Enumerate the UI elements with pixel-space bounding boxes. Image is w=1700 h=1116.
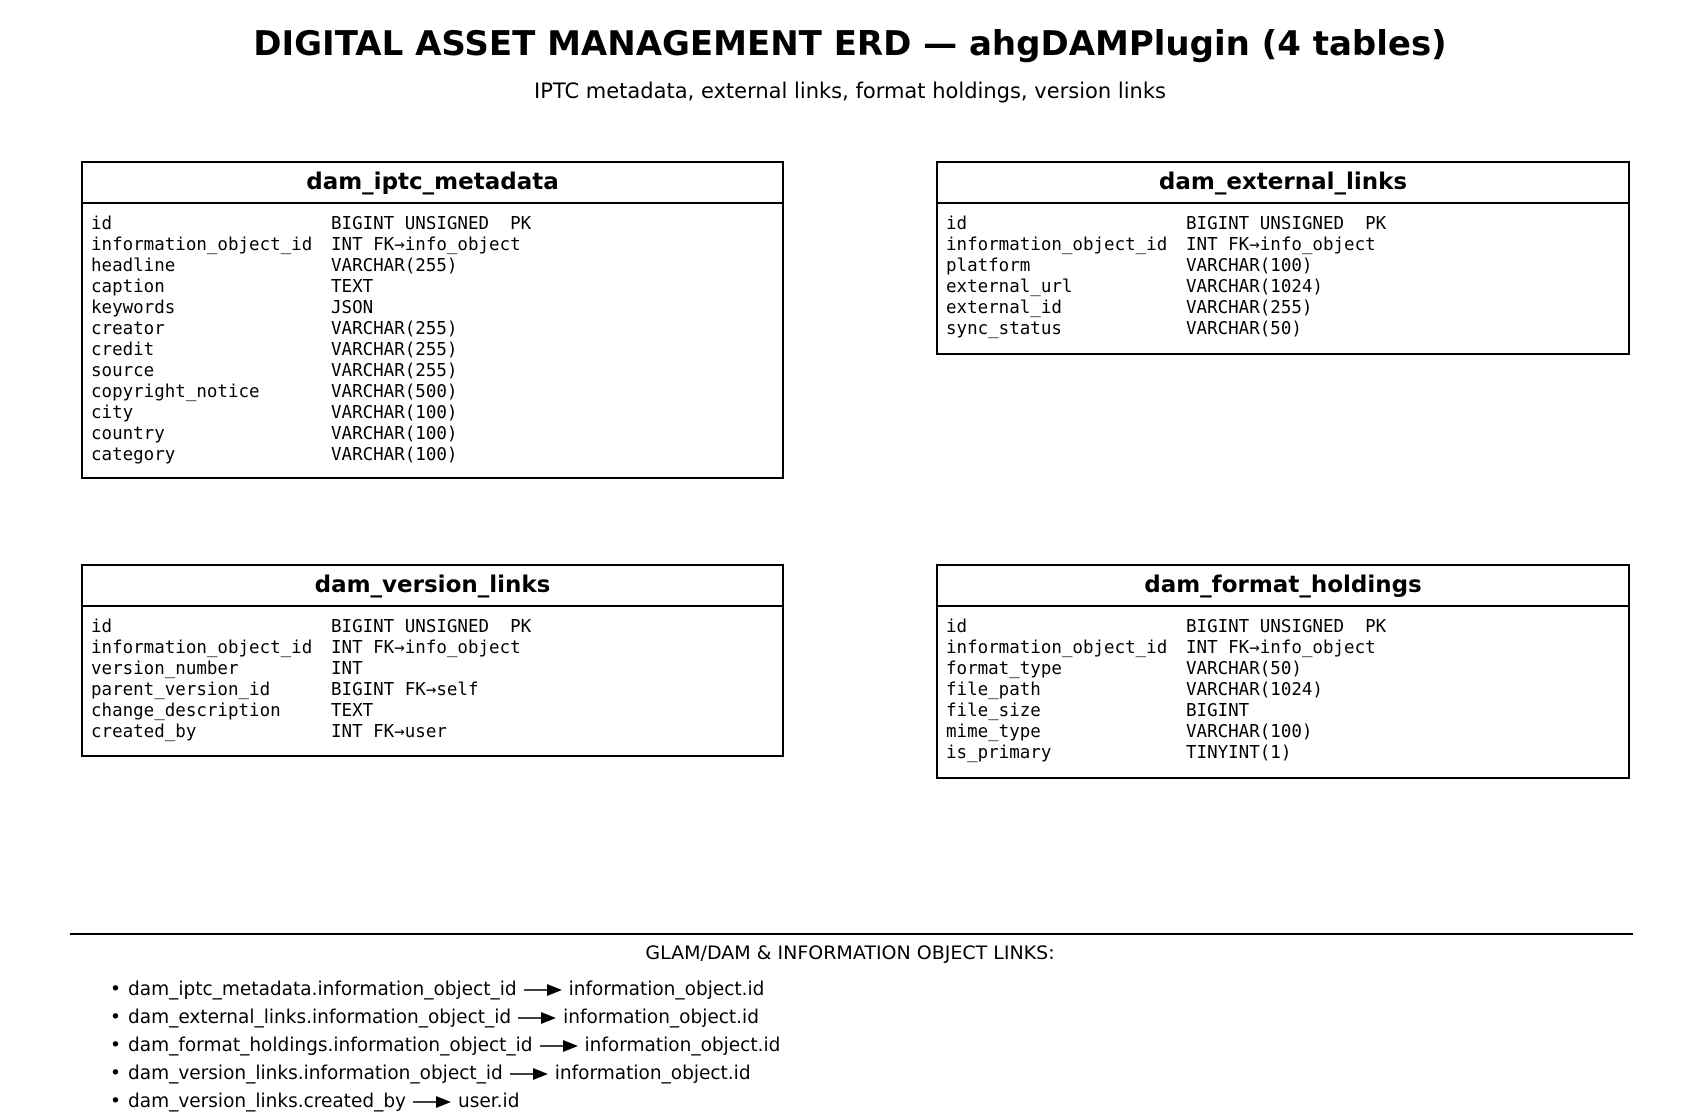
field-name: headline (91, 256, 176, 276)
table-fields (938, 607, 1628, 774)
arrow-right-icon (517, 1011, 557, 1025)
table-dam-external-links (936, 161, 1630, 355)
field-type: VARCHAR(100) (331, 445, 458, 465)
link-to: information_object.id (563, 1007, 759, 1028)
field-row (946, 722, 1620, 743)
table-name: dam_format_holdings (938, 566, 1628, 607)
field-name: copyright_notice (91, 382, 260, 402)
link-to: information_object.id (554, 1063, 751, 1084)
field-name: information_object_id (91, 638, 313, 658)
arrow-right-icon (412, 1095, 452, 1109)
field-row (91, 701, 774, 722)
section-divider (70, 933, 1633, 935)
field-row (91, 214, 774, 235)
field-name: credit (91, 340, 155, 360)
field-row (91, 382, 774, 403)
field-type: VARCHAR(1024) (1186, 680, 1323, 700)
table-fields (938, 204, 1628, 350)
field-type: INT FK→info_object (331, 638, 521, 658)
field-name: creator (91, 319, 165, 339)
arrow-right-icon (523, 983, 563, 997)
field-row (946, 743, 1620, 764)
field-name: id (91, 214, 113, 234)
field-row (91, 319, 774, 340)
field-row (946, 680, 1620, 701)
field-name: platform (946, 256, 1031, 276)
field-row (91, 277, 774, 298)
arrow-right-icon (509, 1067, 549, 1081)
field-name: source (91, 361, 155, 381)
bullet-icon: • (110, 1091, 121, 1112)
field-type: INT FK→user (331, 722, 447, 742)
field-row (91, 403, 774, 424)
link-to: information_object.id (568, 979, 765, 1000)
field-row (946, 298, 1620, 319)
field-type: INT FK→info_object (1186, 638, 1376, 658)
field-row (946, 617, 1620, 638)
field-name: format_type (946, 659, 1062, 679)
link-from: dam_external_links.information_object_id (128, 1007, 512, 1028)
link-to: user.id (458, 1091, 520, 1112)
link-item (110, 1032, 780, 1060)
field-name: keywords (91, 298, 176, 318)
field-name: is_primary (946, 743, 1052, 763)
field-name: external_url (946, 277, 1073, 297)
field-type: BIGINT FK→self (331, 680, 479, 700)
table-fields (83, 204, 782, 476)
field-row (91, 340, 774, 361)
field-type: INT (331, 659, 363, 679)
field-name: category (91, 445, 176, 465)
field-row (946, 214, 1620, 235)
field-row (91, 298, 774, 319)
field-type: VARCHAR(500) (331, 382, 458, 402)
field-name: information_object_id (946, 638, 1168, 658)
field-type: BIGINT UNSIGNED PK (1186, 214, 1387, 234)
field-name: city (91, 403, 134, 423)
field-name: created_by (91, 722, 197, 742)
field-row (91, 424, 774, 445)
field-name: file_path (946, 680, 1041, 700)
field-type: TEXT (331, 277, 374, 297)
field-row (946, 659, 1620, 680)
field-type: VARCHAR(255) (1186, 298, 1313, 318)
field-row (91, 617, 774, 638)
field-name: id (946, 214, 968, 234)
field-row (91, 722, 774, 743)
bullet-icon: • (110, 1007, 121, 1028)
field-name: caption (91, 277, 165, 297)
field-type: VARCHAR(50) (1186, 659, 1302, 679)
field-row (946, 256, 1620, 277)
field-type: BIGINT UNSIGNED PK (331, 214, 532, 234)
field-type: VARCHAR(100) (1186, 722, 1313, 742)
bullet-icon: • (110, 1063, 121, 1084)
links-list (110, 976, 780, 1116)
field-name: information_object_id (91, 235, 313, 255)
field-row (946, 638, 1620, 659)
field-row (91, 659, 774, 680)
field-row (946, 319, 1620, 340)
field-name: id (91, 617, 113, 637)
field-type: BIGINT UNSIGNED PK (331, 617, 532, 637)
field-type: BIGINT UNSIGNED PK (1186, 617, 1387, 637)
field-type: INT FK→info_object (1186, 235, 1376, 255)
field-name: parent_version_id (91, 680, 271, 700)
field-type: TINYINT(1) (1186, 743, 1292, 763)
table-name: dam_iptc_metadata (83, 163, 782, 204)
field-type: BIGINT (1186, 701, 1250, 721)
field-row (946, 701, 1620, 722)
field-row (91, 235, 774, 256)
table-name: dam_version_links (83, 566, 782, 607)
diagram-title: DIGITAL ASSET MANAGEMENT ERD — ahgDAMPlugin (4 tables) (253, 24, 1447, 64)
field-row (91, 256, 774, 277)
field-name: information_object_id (946, 235, 1168, 255)
bullet-icon: • (110, 979, 121, 1000)
field-row (946, 235, 1620, 256)
field-name: version_number (91, 659, 239, 679)
link-from: dam_version_links.created_by (128, 1091, 407, 1112)
field-type: VARCHAR(100) (331, 403, 458, 423)
field-type: VARCHAR(100) (1186, 256, 1313, 276)
table-name: dam_external_links (938, 163, 1628, 204)
field-type: INT FK→info_object (331, 235, 521, 255)
field-type: VARCHAR(255) (331, 361, 458, 381)
link-item (110, 1060, 780, 1088)
links-heading: GLAM/DAM & INFORMATION OBJECT LINKS: (645, 942, 1055, 964)
field-name: country (91, 424, 165, 444)
field-row (91, 445, 774, 466)
field-name: sync_status (946, 319, 1062, 339)
field-type: VARCHAR(50) (1186, 319, 1302, 339)
field-type: VARCHAR(1024) (1186, 277, 1323, 297)
field-type: VARCHAR(255) (331, 319, 458, 339)
table-dam-format-holdings (936, 564, 1630, 779)
field-name: id (946, 617, 968, 637)
field-row (91, 361, 774, 382)
link-item (110, 976, 780, 1004)
table-dam-version-links (81, 564, 784, 757)
link-item (110, 1088, 780, 1116)
link-from: dam_format_holdings.information_object_id (128, 1035, 533, 1056)
diagram-subtitle: IPTC metadata, external links, format holdings, version links (534, 79, 1166, 103)
field-type: JSON (331, 298, 374, 318)
link-item (110, 1004, 780, 1032)
field-name: external_id (946, 298, 1062, 318)
link-from: dam_version_links.information_object_id (128, 1063, 503, 1084)
table-fields (83, 607, 782, 753)
field-name: change_description (91, 701, 281, 721)
link-to: information_object.id (584, 1035, 781, 1056)
field-type: VARCHAR(255) (331, 340, 458, 360)
arrow-right-icon (539, 1039, 579, 1053)
table-dam-iptc-metadata (81, 161, 784, 479)
link-from: dam_iptc_metadata.information_object_id (128, 979, 517, 1000)
field-row (91, 638, 774, 659)
field-type: VARCHAR(255) (331, 256, 458, 276)
field-name: mime_type (946, 722, 1041, 742)
bullet-icon: • (110, 1035, 121, 1056)
field-type: VARCHAR(100) (331, 424, 458, 444)
field-row (91, 680, 774, 701)
field-type: TEXT (331, 701, 374, 721)
field-row (946, 277, 1620, 298)
field-name: file_size (946, 701, 1041, 721)
